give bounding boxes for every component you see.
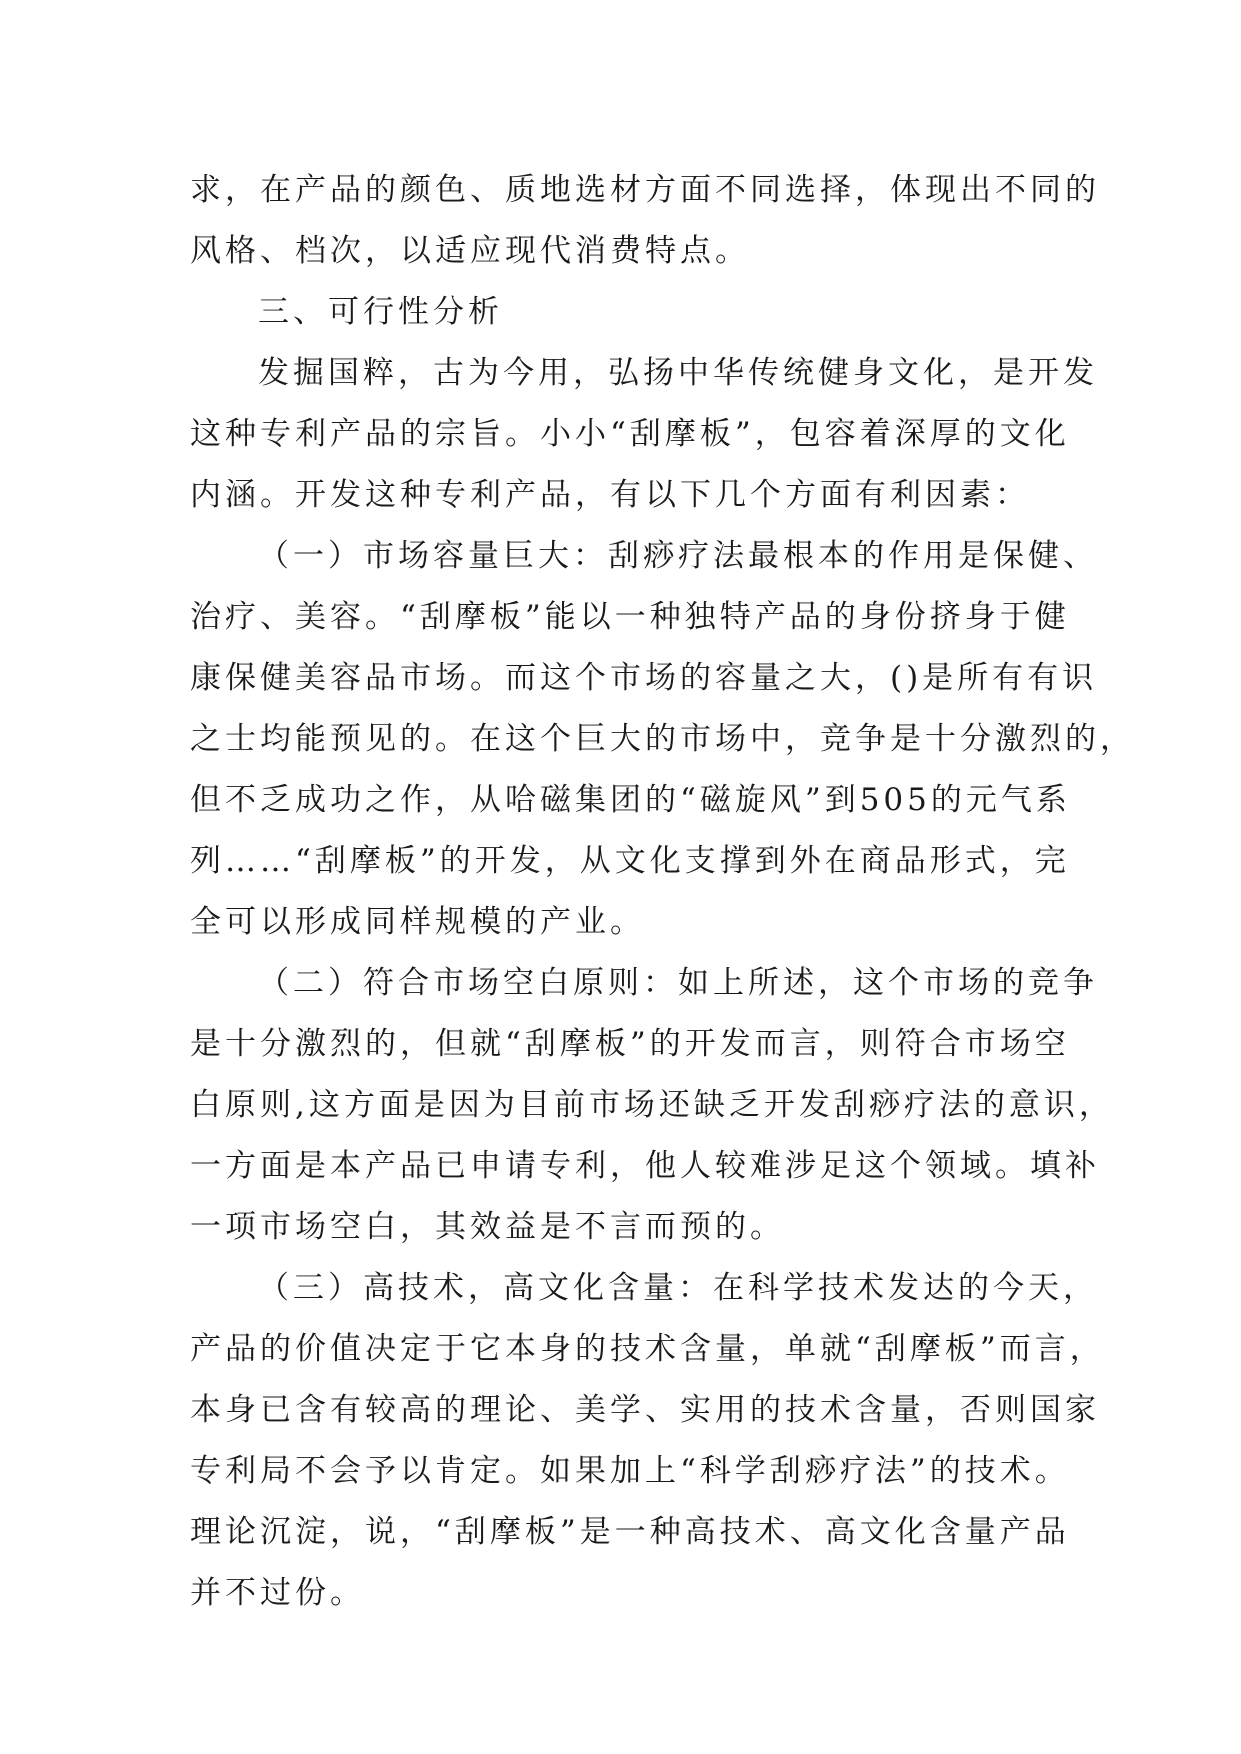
text-line: 理论沉淀，说，“刮摩板”是一种高技术、高文化含量产品	[190, 1514, 1070, 1550]
text-line: 康保健美容品市场。而这个市场的容量之大，()是所有有识	[190, 660, 1098, 696]
text-line: 发掘国粹，古为今用，弘扬中华传统健身文化，是开发	[258, 355, 1098, 391]
text-line: 专利局不会予以肯定。如果加上“科学刮痧疗法”的技术。	[190, 1453, 1070, 1489]
text-line: 治疗、美容。“刮摩板”能以一种独特产品的身份挤身于健	[190, 599, 1070, 635]
text-line: 三、可行性分析	[258, 294, 503, 330]
text-line: 一项市场空白，其效益是不言而预的。	[190, 1209, 785, 1245]
text-line: （三）高技术，高文化含量：在科学技术发达的今天，	[258, 1270, 1098, 1306]
text-line: 白原则,这方面是因为目前市场还缺乏开发刮痧疗法的意识，	[190, 1087, 1114, 1123]
text-line: （二）符合市场空白原则：如上所述，这个市场的竞争	[258, 965, 1098, 1001]
text-line: 产品的价值决定于它本身的技术含量，单就“刮摩板”而言，	[190, 1331, 1105, 1367]
text-line: 求，在产品的颜色、质地选材方面不同选择，体现出不同的	[190, 172, 1100, 208]
text-line: 全可以形成同样规模的产业。	[190, 904, 645, 940]
text-line: 这种专利产品的宗旨。小小“刮摩板”，包容着深厚的文化	[190, 416, 1070, 452]
text-line: 之士均能预见的。在这个巨大的市场中，竞争是十分激烈的，	[190, 721, 1135, 757]
text-line: 但不乏成功之作，从哈磁集团的“磁旋风”到505的元气系	[190, 782, 1071, 818]
text-line: 风格、档次，以适应现代消费特点。	[190, 233, 750, 269]
text-line: 本身已含有较高的理论、美学、实用的技术含量，否则国家	[190, 1392, 1100, 1428]
text-line: 一方面是本产品已申请专利，他人较难涉足这个领域。填补	[190, 1148, 1100, 1184]
text-line: 并不过份。	[190, 1575, 365, 1611]
text-line: 内涵。开发这种专利产品，有以下几个方面有利因素：	[190, 477, 1030, 513]
text-line: 是十分激烈的，但就“刮摩板”的开发而言，则符合市场空	[190, 1026, 1070, 1062]
body-text	[190, 160, 1135, 1624]
text-line: （一）市场容量巨大：刮痧疗法最根本的作用是保健、	[258, 538, 1098, 574]
text-line: 列……“刮摩板”的开发，从文化支撑到外在商品形式，完	[190, 843, 1070, 879]
